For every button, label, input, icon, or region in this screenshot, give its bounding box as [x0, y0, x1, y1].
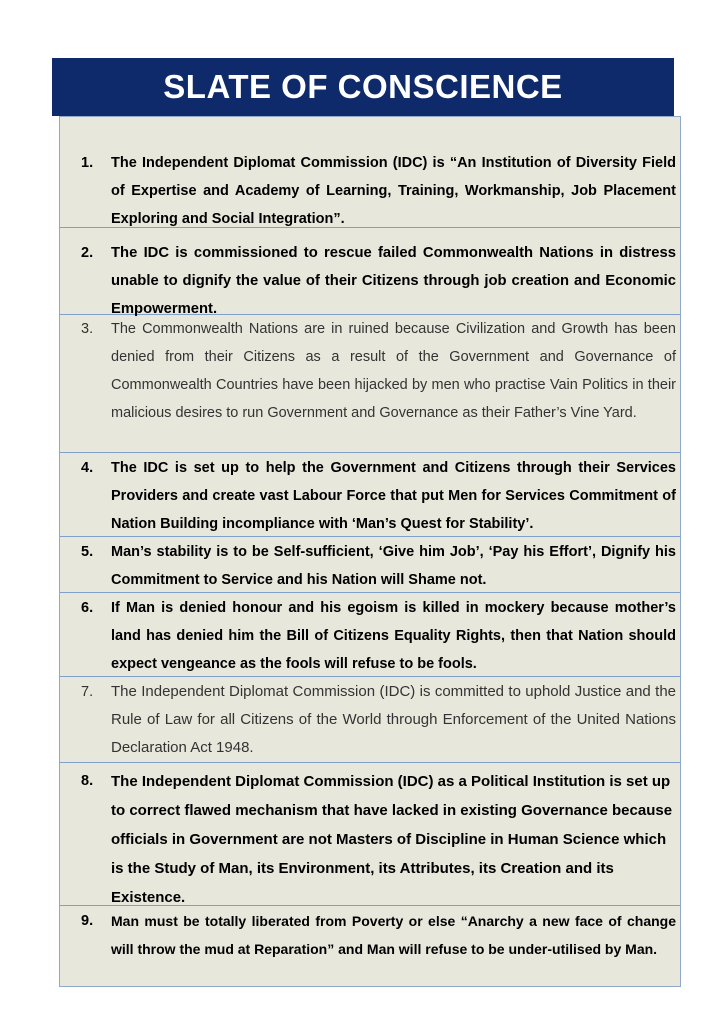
page-title: SLATE OF CONSCIENCE — [163, 68, 563, 105]
list-item-5 — [60, 537, 680, 593]
list-item-7 — [60, 677, 680, 763]
title-banner — [52, 58, 674, 116]
item-text: The Commonwealth Nations are in ruined because Civilization and Growth has been denied from their Citizens as a result of the Government and Governance of Commonwealth Countries have been hijacked by men who practise Vain Politics in their malicious desires to run Government and Governance as their Father’s Vine Yard. — [111, 321, 676, 421]
item-number: 1. — [81, 155, 94, 171]
list-item-2 — [60, 228, 680, 315]
item-number: 7. — [81, 684, 94, 700]
item-number: 8. — [81, 773, 94, 789]
item-text: The Independent Diplomat Commission (IDC) is committed to uphold Justice and the Rule of Law for all Citizens of the World through Enforcement of the United Nations Declaration Act 1948. — [111, 683, 676, 756]
item-number: 4. — [81, 460, 94, 476]
list-item-4 — [60, 453, 680, 537]
item-text: Man must be totally liberated from Poverty or else “Anarchy a new face of change will throw the mud at Reparation” and Man will refuse to be under-utilised by Man. — [111, 913, 676, 957]
item-text: The Independent Diplomat Commission (IDC) as a Political Institution is set up to correct flawed mechanism that have lacked in existing Governance because officials in Government are not Masters of Discipline in Human Science which is the Study of Man, its Environment, its Attributes, its Creation and its Existence. — [111, 773, 673, 906]
item-number: 5. — [81, 544, 94, 560]
item-number: 2. — [81, 245, 94, 261]
item-text: The IDC is commissioned to rescue failed Commonwealth Nations in distress unable to dignify the value of their Citizens through job creation and Economic Empowerment. — [111, 245, 676, 317]
list-item-6 — [60, 593, 680, 677]
item-number: 3. — [81, 321, 94, 337]
list-item-9 — [60, 906, 680, 986]
list-item-3 — [60, 315, 680, 453]
list-item-1 — [60, 117, 680, 228]
item-text: Man’s stability is to be Self-sufficient, ‘Give him Job’, ‘Pay his Effort’, Dignify his Commitment to Service and his Nation will Shame not. — [111, 544, 676, 588]
item-text: The Independent Diplomat Commission (IDC) is “An Institution of Diversity Field of Expertise and Academy of Learning, Training, Workmanship, Job Placement Exploring and Social Integration”. — [111, 155, 676, 227]
content-panel — [59, 116, 681, 987]
item-number: 6. — [81, 600, 94, 616]
item-number: 9. — [81, 913, 94, 929]
item-text: If Man is denied honour and his egoism is killed in mockery because mother’s land has denied him the Bill of Citizens Equality Rights, then that Nation should expect vengeance as the fools will refuse to be fools. — [111, 600, 676, 672]
item-text: The IDC is set up to help the Government and Citizens through their Services Providers and create vast Labour Force that put Men for Services Commitment of Nation Building incompliance with ‘Man’s Quest for Stability’. — [111, 460, 676, 532]
list-item-8 — [60, 763, 680, 906]
